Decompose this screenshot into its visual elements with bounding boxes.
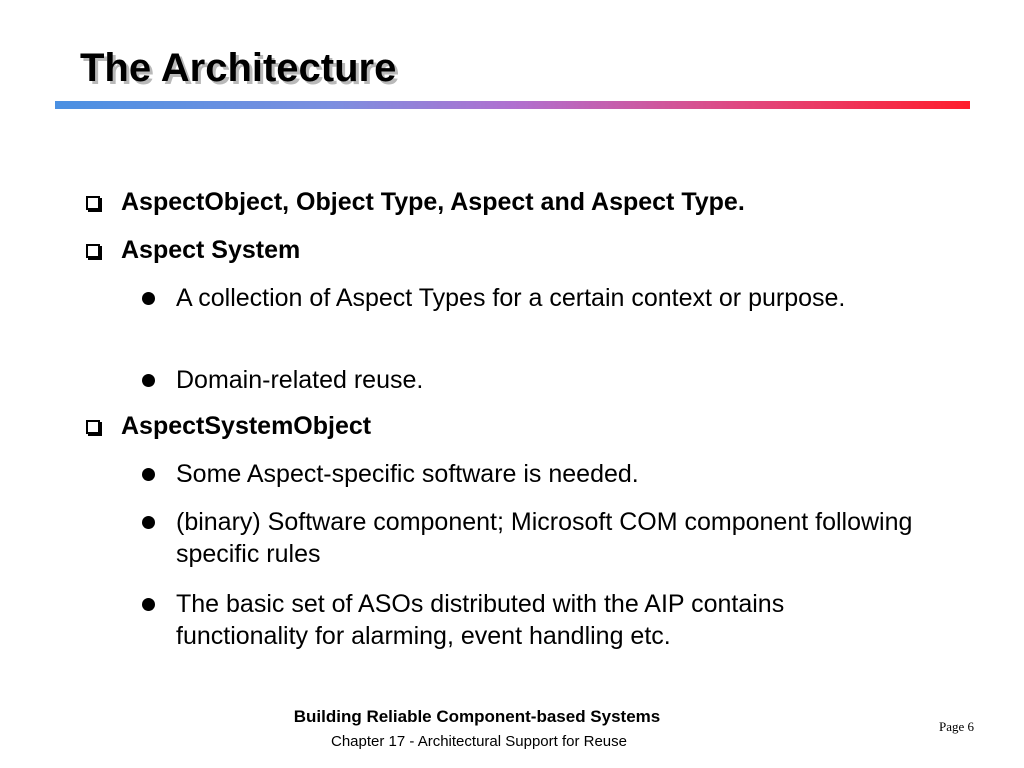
sub-bullet-text: Domain-related reuse. (176, 366, 424, 394)
sub-bullet-item (140, 588, 920, 652)
sub-bullet-text: A collection of Aspect Types for a certain context or purpose. (176, 284, 846, 312)
bullet-item (82, 234, 962, 266)
footer-book-title: Building Reliable Component-based Systems (293, 707, 661, 726)
bullet-text: AspectSystemObject (121, 412, 372, 440)
page-number: Page 6 (938, 719, 974, 734)
hollow-square-bullet-icon (82, 410, 121, 442)
filled-circle-bullet-icon (140, 364, 176, 396)
filled-circle-bullet-icon (140, 458, 176, 490)
sub-bullet-item (140, 282, 920, 314)
bullet-text: AspectObject, Object Type, Aspect and Aspect Type. (121, 188, 745, 216)
sub-bullet-item (140, 364, 920, 396)
filled-circle-bullet-icon (140, 282, 176, 314)
filled-circle-bullet-icon (140, 506, 176, 538)
bullet-item (82, 410, 962, 442)
hollow-square-bullet-icon (82, 186, 121, 218)
slide-title: The Architecture (80, 46, 397, 90)
bullet-text: Aspect System (121, 236, 301, 264)
footer-chapter: Chapter 17 - Architectural Support for Reuse (331, 733, 627, 750)
sub-bullet-text: Some Aspect-specific software is needed. (176, 460, 639, 488)
filled-circle-bullet-icon (140, 588, 176, 620)
sub-bullet-text: (binary) Software component; Microsoft COM component following specific rules (176, 508, 913, 568)
sub-bullet-item (140, 458, 920, 490)
sub-bullet-text: The basic set of ASOs distributed with the AIP contains functionality for alarming, event handling etc. (176, 590, 785, 650)
bullet-item (82, 186, 962, 218)
hollow-square-bullet-icon (82, 234, 121, 266)
sub-bullet-item (140, 506, 920, 570)
